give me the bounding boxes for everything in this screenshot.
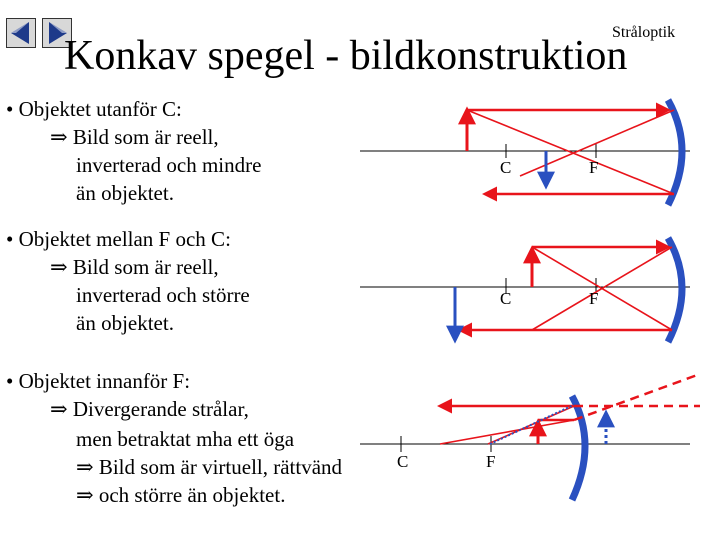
- label-f: F: [589, 158, 599, 177]
- case-2-heading: • Objektet mellan F och C:: [6, 227, 231, 251]
- label-c: C: [397, 452, 409, 471]
- case-3-heading: • Objektet innanför F:: [6, 369, 191, 393]
- case-3-line-2: men betraktat mha ett öga: [76, 427, 295, 451]
- topic-label: Stråloptik: [612, 24, 676, 41]
- diagram-2: [360, 238, 690, 342]
- case-1-line-2: inverterad och mindre: [76, 153, 262, 177]
- concave-mirror: [572, 396, 585, 500]
- page-title: Konkav spegel - bildkonstruktion: [64, 33, 628, 79]
- label-f: F: [486, 452, 496, 471]
- case-2-line-3: än objektet.: [76, 311, 174, 335]
- case-1-heading: • Objektet utanför C:: [6, 97, 182, 121]
- label-f: F: [589, 289, 599, 308]
- case-2-line-2: inverterad och större: [76, 283, 250, 307]
- label-c: C: [500, 158, 512, 177]
- concave-mirror: [668, 238, 682, 342]
- diagram-1: [360, 100, 690, 205]
- case-1-line-1: ⇒ Bild som är reell,: [50, 125, 219, 149]
- case-3-line-3: ⇒ Bild som är virtuell, rättvänd: [76, 455, 343, 479]
- case-3-line-4: ⇒ och större än objektet.: [76, 483, 286, 507]
- case-3-line-1: ⇒ Divergerande strålar,: [50, 397, 249, 421]
- virtual-ray-2: [574, 374, 700, 420]
- case-2-line-1: ⇒ Bild som är reell,: [50, 255, 219, 279]
- case-1-line-3: än objektet.: [76, 181, 174, 205]
- diagram-3: [360, 374, 700, 500]
- label-c: C: [500, 289, 512, 308]
- ray-reflected-axis: [440, 420, 574, 444]
- concave-mirror: [668, 100, 682, 205]
